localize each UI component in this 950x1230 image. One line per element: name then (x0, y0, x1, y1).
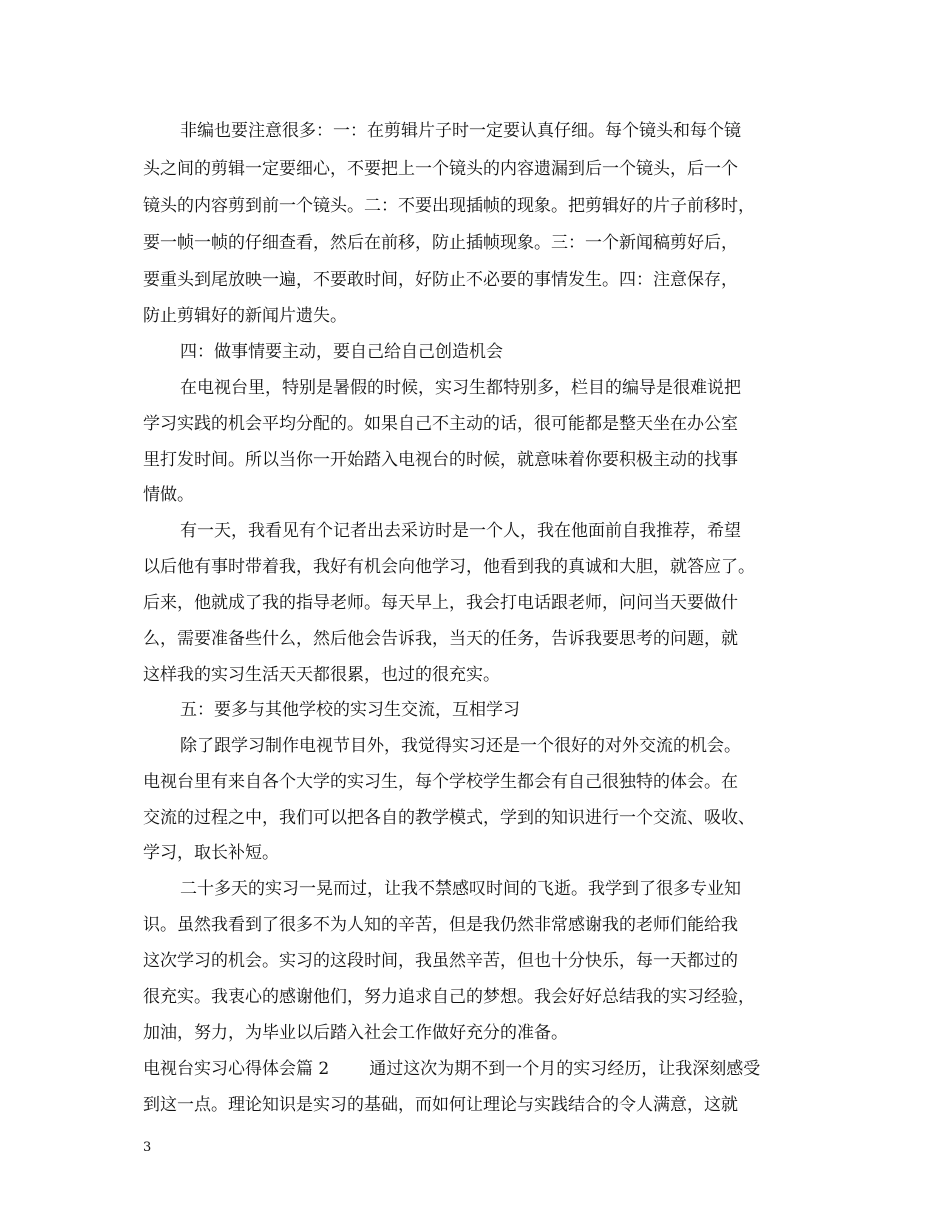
paragraph-line: 在电视台里，特别是暑假的时候，实习生都特别多，栏目的编导是很难说把 (180, 378, 741, 398)
article-title: 电视台实习心得体会篇 2 (143, 1059, 330, 1079)
paragraph-line: 防止剪辑好的新闻片遗失。 (143, 306, 347, 326)
paragraph-line: 要一帧一帧的仔细查看，然后在前移，防止插帧现象。三：一个新闻稿剪好后， (143, 233, 738, 253)
paragraph-line: 二十多天的实习一晃而过，让我不禁感叹时间的飞逝。我学到了很多专业知 (180, 879, 741, 899)
paragraph-line: 加油，努力，为毕业以后踏入社会工作做好充分的准备。 (143, 1023, 568, 1043)
paragraph-line: 镜头的内容剪到前一个镜头。二：不要出现插帧的现象。把剪辑好的片子前移时， (143, 196, 755, 216)
paragraph-line: 电视台里有来自各个大学的实习生，每个学校学生都会有自己很独特的体会。在 (143, 772, 738, 792)
article-heading-line (143, 1059, 760, 1079)
paragraph-line: 以后他有事时带着我，我好有机会向他学习，他看到我的真诚和大胆，就答应了。 (143, 557, 755, 577)
page-number: 3 (143, 1140, 152, 1155)
paragraph-line: 很充实。我衷心的感谢他们，努力追求自己的梦想。我会好好总结我的实习经验， (143, 987, 755, 1007)
paragraph-line: 头之间的剪辑一定要细心，不要把上一个镜头的内容遗漏到后一个镜头，后一个 (143, 159, 738, 179)
paragraph-line: 到这一点。理论知识是实习的基础，而如何让理论与实践结合的令人满意，这就 (143, 1095, 738, 1115)
paragraph-line: 情做。 (143, 485, 194, 505)
paragraph-line: 这次学习的机会。实习的这段时间，我虽然辛苦，但也十分快乐，每一天都过的 (143, 951, 738, 971)
paragraph-line: 么，需要准备些什么，然后他会告诉我，当天的任务，告诉我要思考的问题，就 (143, 629, 738, 649)
paragraph-line: 识。虽然我看到了很多不为人知的辛苦，但是我仍然非常感谢我的老师们能给我 (143, 915, 738, 935)
paragraph-line: 要重头到尾放映一遍，不要敢时间，好防止不必要的事情发生。四：注意保存， (143, 270, 738, 290)
paragraph-line: 里打发时间。所以当你一开始踏入电视台的时候，就意味着你要积极主动的找事 (143, 450, 738, 470)
paragraph-line: 非编也要注意很多：一：在剪辑片子时一定要认真仔细。每个镜头和每个镜 (180, 121, 741, 141)
paragraph-line: 学习实践的机会平均分配的。如果自己不主动的话，很可能都是整天坐在办公室 (143, 414, 738, 434)
section-heading-5: 五：要多与其他学校的实习生交流，互相学习 (180, 700, 520, 720)
paragraph-line: 学习，取长补短。 (143, 843, 279, 863)
paragraph-line: 有一天，我看见有个记者出去采访时是一个人，我在他面前自我推荐，希望 (180, 521, 741, 541)
paragraph-text: 通过这次为期不到一个月的实习经历，让我深刻感受 (369, 1059, 761, 1079)
paragraph-line: 除了跟学习制作电视节目外，我觉得实习还是一个很好的对外交流的机会。 (180, 736, 741, 756)
paragraph-line: 这样我的实习生活天天都很累，也过的很充实。 (143, 665, 500, 685)
paragraph-line: 交流的过程之中，我们可以把各自的教学模式，学到的知识进行一个交流、吸收、 (143, 808, 755, 828)
section-heading-4: 四：做事情要主动，要自己给自己创造机会 (180, 342, 503, 362)
paragraph-line: 后来，他就成了我的指导老师。每天早上，我会打电话跟老师，问问当天要做什 (143, 593, 738, 613)
